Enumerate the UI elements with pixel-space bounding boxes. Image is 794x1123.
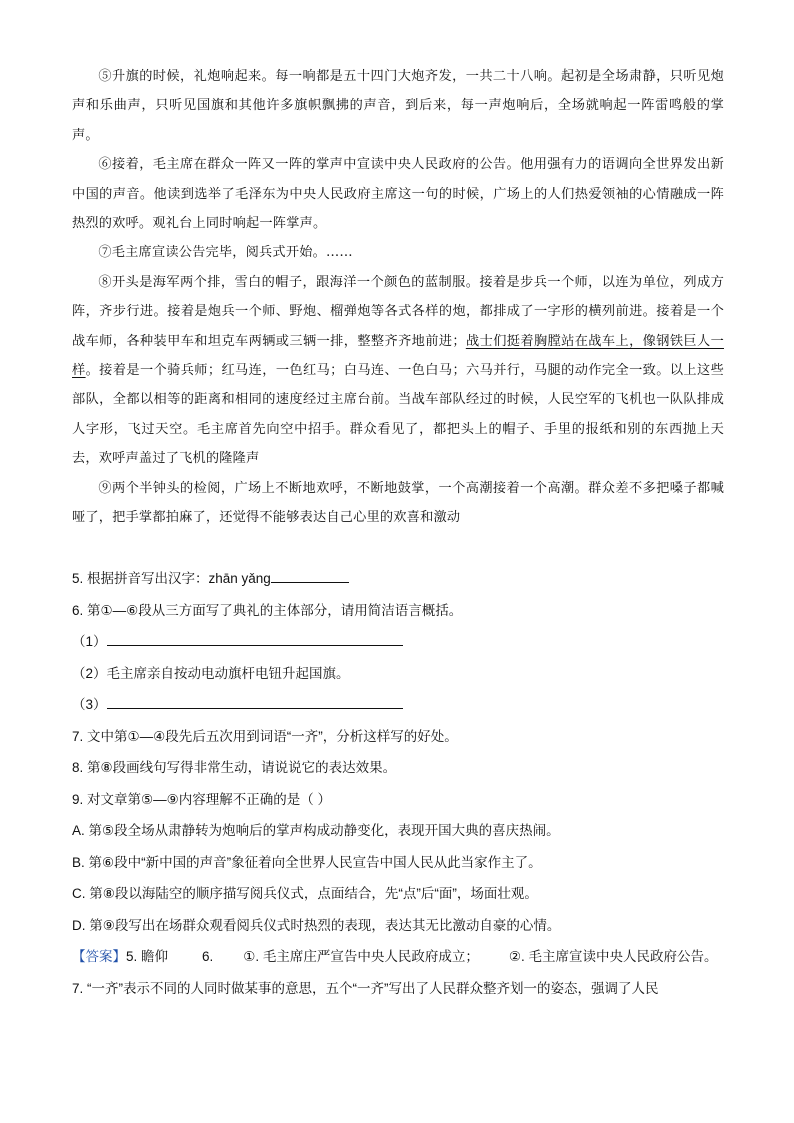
question-8: 8. 第⑧段画线句写得非常生动，请说说它的表达效果。 bbox=[72, 760, 397, 775]
question-6-item-2: （2）毛主席亲自按动电动旗杆电钮升起国旗。 bbox=[72, 665, 350, 681]
reading-passage bbox=[72, 62, 724, 533]
answer-5: 5. 瞻仰 bbox=[126, 949, 169, 964]
question-5-text: 5. 根据拼音写出汉字：zhān yǎng bbox=[72, 571, 271, 586]
questions-section bbox=[72, 563, 732, 1004]
question-6-item-3 bbox=[72, 689, 732, 721]
underlined-sentence: 战士们挺着胸膛站在战车上，像钢铁巨人一样 bbox=[72, 333, 724, 379]
paragraph-7: ⑦毛主席宣读公告完毕，阅兵式开始。…… bbox=[98, 245, 353, 261]
answer-7: 7. “一齐”表示不同的人同时做某事的意思，五个“一齐”写出了人民群众整齐划一的姿态，强调了人民 bbox=[72, 980, 659, 996]
paragraph-8-text-after: 。接着是一个骑兵师；红马连，一色红马；白马连、一色白马；六马并行，马腿的动作完全一致。以上这些部队，全都以相等的距离和相同的速度经过主席台前。当战车部队经过的时候，人民空军的飞机也一队队排成人字形，飞过天空。毛主席首先向空中招手。群众看见了，都把头上的帽子、手里的报纸和别的东西抛上天去，欢呼声盖过了飞机的隆隆声 bbox=[72, 363, 724, 467]
paragraph-9: ⑨两个半钟头的检阅，广场上不断地欢呼，不断地鼓掌，一个高潮接着一个高潮。群众差不多把嗓子都喊哑了，把手掌都拍麻了，还觉得不能够表达自己心里的欢喜和激动 bbox=[72, 480, 724, 526]
paragraph-6: ⑥接着，毛主席在群众一阵又一阵的掌声中宣读中央人民政府的公告。他用强有力的语调向全世界发出新中国的声音。他读到选举了毛泽东为中央人民政府主席这一句的时候，广场上的人们热爱领袖的心情融成一阵热烈的欢呼。观礼台上同时响起一阵掌声。 bbox=[72, 157, 724, 232]
answer-6-point-1: ①. 毛主席庄严宣告中央人民政府成立； bbox=[243, 949, 479, 964]
answer-line bbox=[72, 941, 732, 973]
question-6: 6. 第①—⑥段从三方面写了典礼的主体部分，请用简洁语言概括。 bbox=[72, 602, 463, 618]
item-number: （1） bbox=[72, 634, 107, 649]
option-b: B. 第⑥段中“新中国的声音”象征着向全世界人民宣告中国人民从此当家作主了。 bbox=[72, 854, 542, 870]
question-5 bbox=[72, 563, 732, 595]
answer-6-point-2: ②. 毛主席宣读中央人民政府公告。 bbox=[508, 949, 718, 964]
item-number: （3） bbox=[72, 697, 107, 712]
answer-tag: 【答案】 bbox=[72, 949, 126, 964]
paragraph-5: ⑤升旗的时候，礼炮响起来。每一响都是五十四门大炮齐发，一共二十八响。起初是全场肃静，只听见炮声和乐曲声，只听见国旗和其他许多旗帜飘拂的声音，到后来，每一声炮响后，全场就响起一阵雷鸣般的掌声。 bbox=[72, 69, 724, 143]
question-9: 9. 对文章第⑤—⑨内容理解不正确的是（ ） bbox=[72, 791, 331, 807]
answer-blank[interactable] bbox=[107, 630, 403, 646]
question-7: 7. 文中第①—④段先后五次用到词语“一齐”，分析这样写的好处。 bbox=[72, 728, 458, 744]
option-a: A. 第⑤段全场从肃静转为炮响后的掌声构成动静变化，表现开国大典的喜庆热闹。 bbox=[72, 823, 560, 838]
paragraph-8-text-before: ⑧开头是海军两个排，雪白的帽子，跟海洋一个颜色的蓝制服。接着是步兵一个师，以连为单位，列成方阵，齐步行进。接着是炮兵一个师、野炮、榴弹炮等各式各样的炮，都排成了一字形的横列前进。接着是一个战车师，各种装甲车和坦克车两辆或三辆一排，整整齐齐地前进； bbox=[72, 274, 724, 349]
answer-blank[interactable] bbox=[107, 693, 403, 709]
answer-blank[interactable] bbox=[271, 567, 349, 583]
question-6-item-1 bbox=[72, 626, 732, 658]
option-c: C. 第⑧段以海陆空的顺序描写阅兵仪式，点面结合，先“点”后“面”，场面壮观。 bbox=[72, 886, 538, 901]
paragraph-8 bbox=[72, 268, 724, 474]
answer-6-number: 6. bbox=[202, 949, 214, 964]
option-d: D. 第⑨段写出在场群众观看阅兵仪式时热烈的表现，表达其无比激动自豪的心情。 bbox=[72, 917, 561, 933]
